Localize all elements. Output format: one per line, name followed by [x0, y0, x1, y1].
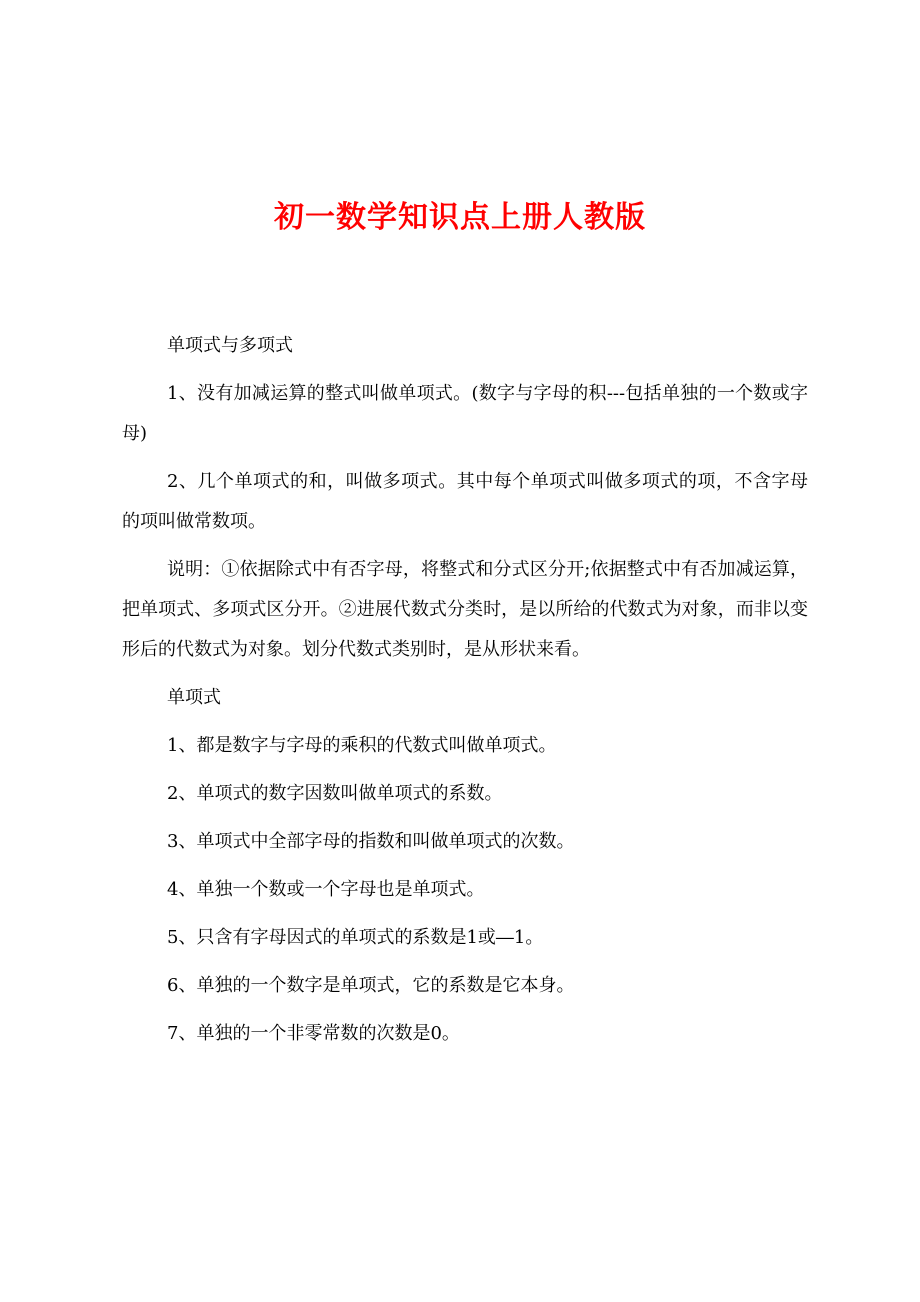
section-heading: 单项式	[167, 687, 221, 708]
paragraph: 2、几个单项式的和，叫做多项式。其中每个单项式叫做多项式的项，不含字母的项叫做常数项。	[122, 471, 808, 532]
paragraph: 说明：①依据除式中有否字母，将整式和分式区分开;依据整式中有否加减运算，把单项式、多项式区分开。②进展代数式分类时，是以所给的代数式为对象，而非以变形后的代数式为对象。划分代数式类别时，是从形状来看。	[122, 559, 808, 660]
paragraph: 1、没有加减运算的整式叫做单项式。(数字与字母的积---包括单独的一个数或字母)	[122, 383, 808, 444]
list-item: 6、单独的一个数字是单项式，它的系数是它本身。	[167, 975, 575, 996]
section-heading: 单项式与多项式	[167, 335, 293, 356]
list-item: 5、只含有字母因式的单项式的系数是1或―1。	[167, 927, 544, 948]
list-item: 2、单项式的数字因数叫做单项式的系数。	[167, 783, 503, 804]
list-item: 1、都是数字与字母的乘积的代数式叫做单项式。	[167, 735, 557, 756]
document-title: 初一数学知识点上册人教版	[274, 200, 646, 235]
list-item: 4、单独一个数或一个字母也是单项式。	[167, 879, 485, 900]
list-item: 7、单独的一个非零常数的次数是0。	[167, 1023, 460, 1044]
document-body	[122, 326, 808, 1062]
list-item: 3、单项式中全部字母的指数和叫做单项式的次数。	[167, 831, 575, 852]
